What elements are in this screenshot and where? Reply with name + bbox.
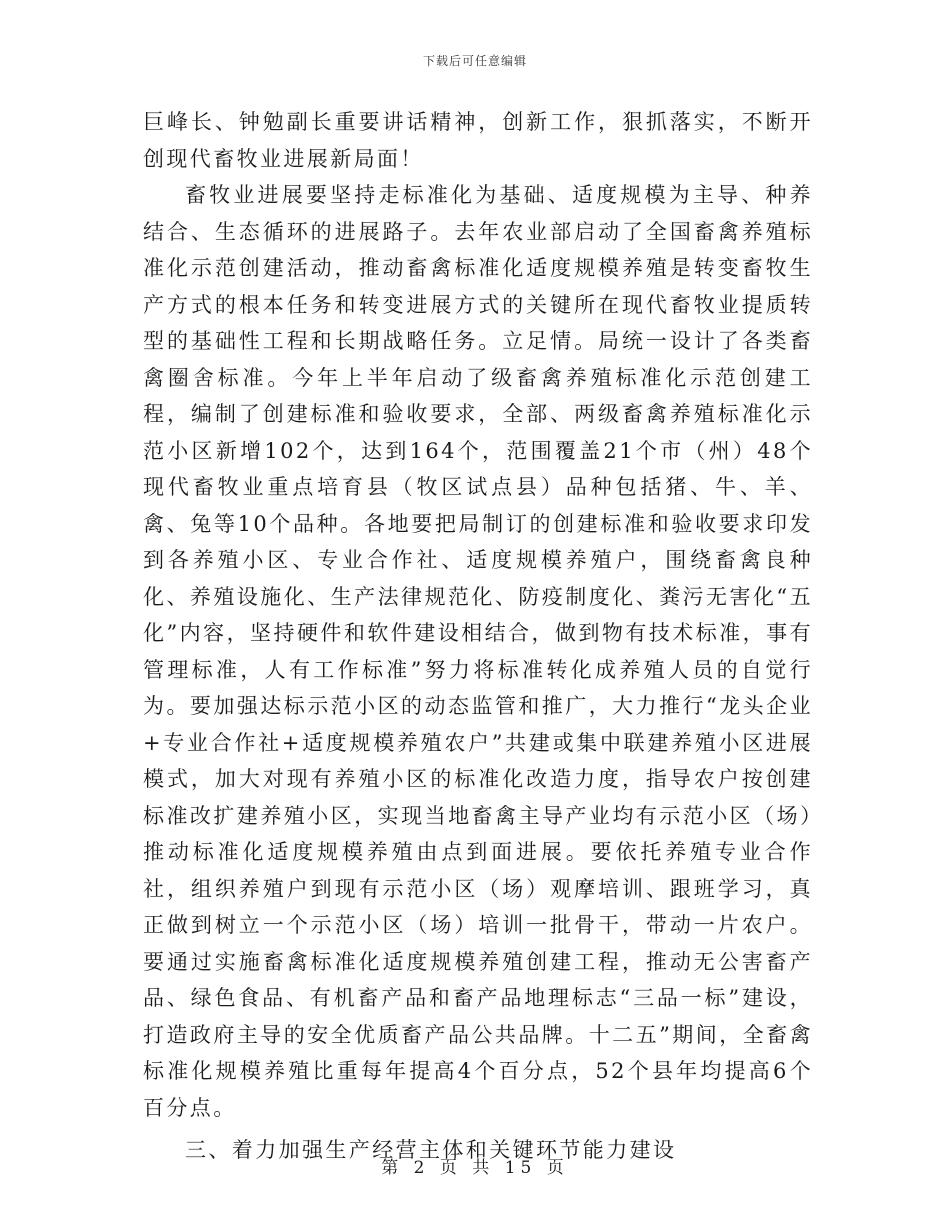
section-heading: 三、着力加强生产经营主体和关键环节能力建设 bbox=[185, 1138, 677, 1162]
page-number-footer: 第 2 页 共 15 页 bbox=[381, 1158, 569, 1178]
page-header-note: 下载后可任意编辑 bbox=[422, 54, 527, 68]
paragraph-continuation: 巨峰长、钟勉副长重要讲话精神，创新工作，狠抓落实，不断开创现代畜牧业进展新局面！ bbox=[143, 110, 813, 171]
document-body bbox=[143, 104, 813, 1169]
paragraph-standardization: 畜牧业进展要坚持走标准化为基础、适度规模为主导、种养结合、生态循环的进展路子。去年农业部启动了全国畜禽养殖标准化示范创建活动，推动畜禽标准化适度规模养殖是转变畜牧生产方式的根本任务和转变进展方式的关键所在现代畜牧业提质转型的基础性工程和长期战略任务。立足情。局统一设计了各类畜禽圈舍标准。今年上半年启动了级畜禽养殖标准化示范创建工程，编制了创建标准和验收要求，全部、两级畜禽养殖标准化示范小区新增102个，达到164个，范围覆盖21个市（州）48个现代畜牧业重点培育县（牧区试点县）品种包括猪、牛、羊、禽、兔等10个品种。各地要把局制订的创建标准和验收要求印发到各养殖小区、专业合作社、适度规模养殖户，围绕畜禽良种化、养殖设施化、生产法律规范化、防疫制度化、粪污无害化“五化”内容，坚持硬件和软件建设相结合，做到物有技术标准，事有管理标准，人有工作标准”努力将标准转化成养殖人员的自觉行为。要加强达标示范小区的动态监管和推广，大力推行“龙头企业+专业合作社+适度规模养殖农户”共建或集中联建养殖小区进展模式，加大对现有养殖小区的标准化改造力度，指导农户按创建标准改扩建养殖小区，实现当地畜禽主导产业均有示范小区（场）推动标准化适度规模养殖由点到面进展。要依托养殖专业合作社，组织养殖户到现有示范小区（场）观摩培训、跟班学习，真正做到树立一个示范小区（场）培训一批骨干，带动一片农户。要通过实施畜禽标准化适度规模养殖创建工程，推动无公害畜产品、绿色食品、有机畜产品和畜产品地理标志“三品一标”建设，打造政府主导的安全优质畜产品公共品牌。十二五”期间，全畜禽标准化规模养殖比重每年提高4个百分点，52个县年均提高6个百分点。 bbox=[143, 183, 813, 1120]
